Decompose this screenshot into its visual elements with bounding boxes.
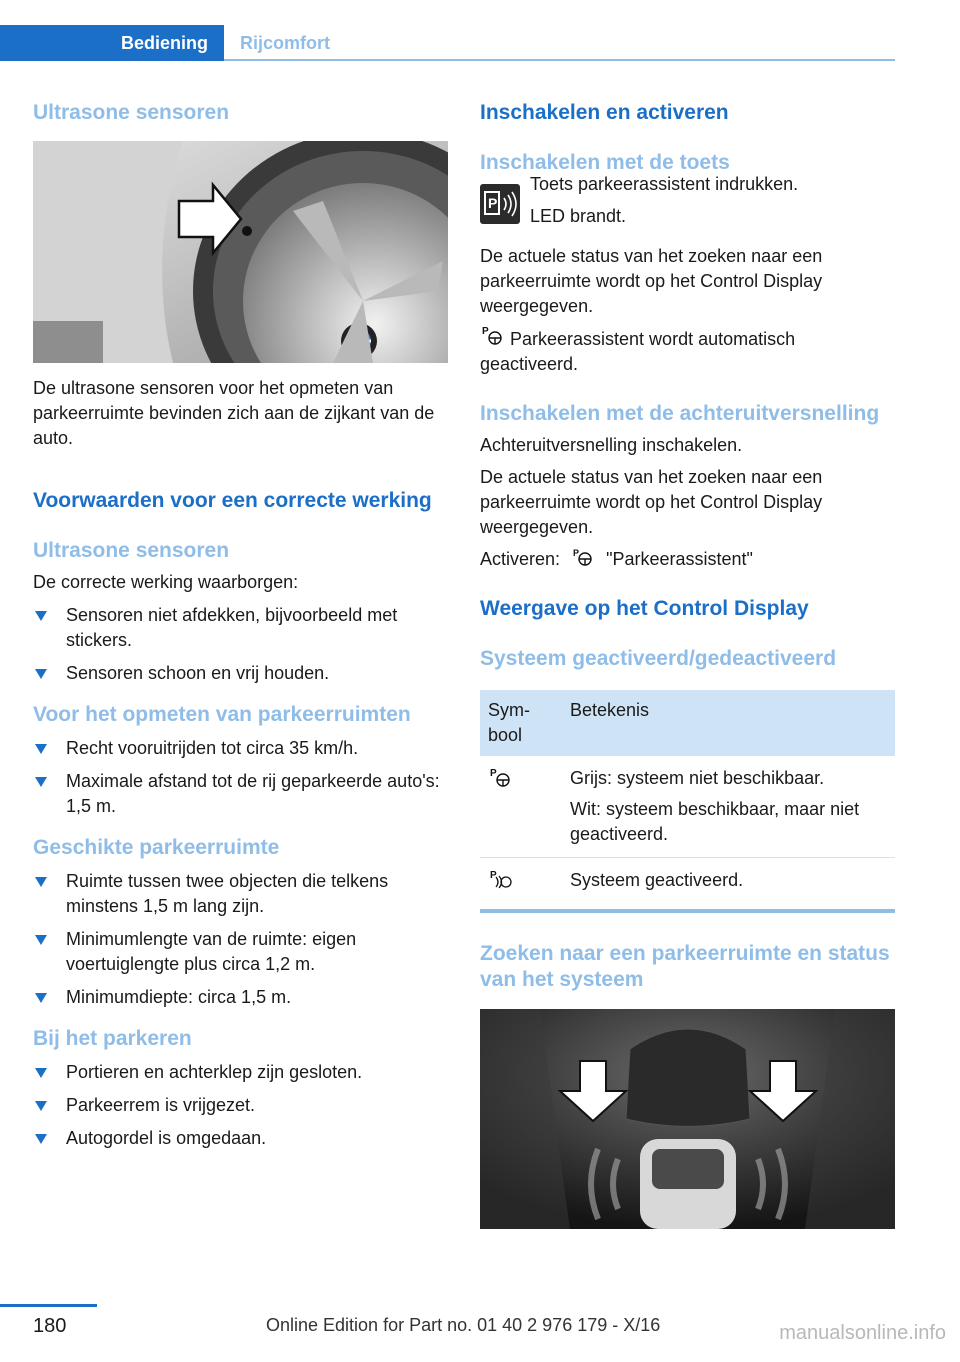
right-column: [480, 100, 895, 1229]
instruction-press: Toets parkeerassistent indrukken.: [530, 174, 799, 194]
paragraph-sensors: De ultrasone sensoren voor het opmeten van parkeerruimte bevinden zich aan de zijkant van de auto.: [33, 378, 435, 448]
triangle-bullet-icon: [35, 611, 47, 621]
list-item: Parkeerrem is vrijgezet.: [33, 1093, 448, 1118]
paragraph-activate: Activeren: P "Parkeerassistent": [480, 548, 753, 569]
sensor-photo-illustration: [33, 141, 448, 363]
svg-text:P: P: [488, 195, 498, 211]
triangle-bullet-icon: [35, 877, 47, 887]
parking-assistant-button-icon: [480, 184, 520, 224]
paragraph-ensure: De correcte werking waarborgen:: [33, 572, 299, 592]
sensor-photo: [33, 141, 448, 363]
list-item: Maximale afstand tot de rij geparkeerde auto's: 1,5 m.: [33, 769, 448, 819]
svg-text:P: P: [482, 326, 489, 337]
svg-text:P: P: [573, 548, 580, 558]
header-tabs: [0, 25, 895, 61]
list-item: Autogordel is omgedaan.: [33, 1126, 448, 1151]
parking-assistant-symbol-icon: [571, 547, 595, 567]
heading-conditions: Voorwaarden voor een correcte werking: [33, 489, 432, 512]
watermark: manualsonline.info: [779, 1322, 946, 1344]
triangle-bullet-icon: [35, 744, 47, 754]
parking-assistant-inactive-icon: [488, 766, 514, 790]
heading-button: Inschakelen met de toets: [480, 151, 730, 174]
table-header-meaning: Betekenis: [562, 690, 895, 756]
parking-search-photo: [480, 1009, 895, 1229]
paragraph-reverse: Achteruitversnelling inschakelen.: [480, 435, 743, 455]
list-item: Portieren en achterklep zijn gesloten.: [33, 1060, 448, 1085]
triangle-bullet-icon: [35, 669, 47, 679]
triangle-bullet-icon: [35, 1068, 47, 1078]
triangle-bullet-icon: [35, 935, 47, 945]
triangle-bullet-icon: [35, 777, 47, 787]
svg-text:P: P: [490, 870, 497, 881]
auto-activate-line: [480, 327, 895, 377]
left-column: [33, 100, 448, 1159]
triangle-bullet-icon: [35, 1101, 47, 1111]
heading-ultrasonic-sensors-2: Ultrasone sensoren: [33, 539, 230, 562]
parking-assistant-symbol-icon: [482, 323, 504, 352]
list-item: Minimumdiepte: circa 1,5 m.: [33, 985, 448, 1010]
heading-measure: Voor het opmeten van parkeerruimten: [33, 703, 411, 726]
triangle-bullet-icon: [35, 1134, 47, 1144]
table-row: P Systeem geactiveerd.: [480, 858, 895, 912]
list-item: Recht vooruitrijden tot circa 35 km/h.: [33, 736, 448, 761]
paragraph-auto-activate: Parkeerassistent wordt automatisch geactiveerd.: [480, 329, 796, 374]
button-instruction: [480, 174, 895, 238]
paragraph-status-2: De actuele status van het zoeken naar een parkeerruimte wordt op het Control Display weergegeven.: [480, 467, 823, 537]
list-parking: [33, 1060, 448, 1151]
list-item: Sensoren schoon en vrij houden.: [33, 661, 448, 686]
tab-rijcomfort[interactable]: Rijcomfort: [240, 33, 330, 53]
heading-system: Systeem geactiveerd/gedeactiveerd: [480, 647, 837, 670]
triangle-bullet-icon: [35, 993, 47, 1003]
heading-parking: Bij het parkeren: [33, 1027, 192, 1050]
list-sensors: [33, 603, 448, 686]
list-item: Sensoren niet afdekken, bijvoorbeeld met stickers.: [33, 603, 448, 653]
table-header-symbol: Sym- bool: [480, 690, 562, 756]
page-number: 180: [33, 1315, 67, 1337]
table-header-row: [480, 690, 895, 756]
heading-activate: Inschakelen en activeren: [480, 101, 729, 124]
list-measure: [33, 736, 448, 819]
list-item: Ruimte tussen twee objecten die telkens minstens 1,5 m lang zijn.: [33, 869, 448, 919]
svg-text:P: P: [490, 768, 497, 779]
symbol-table: [480, 690, 895, 913]
table-row: P Grijs: systeem niet beschikbaar. Wit: systeem beschikbaar, maar niet geactiveerd.: [480, 756, 895, 858]
list-suitable: [33, 869, 448, 1010]
paragraph-status-1: De actuele status van het zoeken naar een parkeerruimte wordt op het Control Display weergegeven.: [480, 246, 823, 316]
heading-reverse: Inschakelen met de achteruitversnelling: [480, 402, 880, 425]
parking-search-illustration: [480, 1009, 895, 1229]
heading-display: Weergave op het Control Display: [480, 597, 809, 620]
tab-bediening[interactable]: Bediening: [0, 25, 224, 61]
heading-suitable: Geschikte parkeerruimte: [33, 836, 280, 859]
edition-info: Online Edition for Part no. 01 40 2 976 179 - X/16: [266, 1315, 661, 1335]
heading-search: Zoeken naar een parkeerruimte en status van het systeem: [480, 942, 890, 991]
footer-line: [0, 1304, 97, 1307]
list-item: Minimumlengte van de ruimte: eigen voertuiglengte plus circa 1,2 m.: [33, 927, 448, 977]
heading-ultrasonic-sensors: Ultrasone sensoren: [33, 101, 230, 124]
instruction-led: LED brandt.: [530, 206, 627, 226]
parking-assistant-active-icon: [488, 868, 514, 892]
